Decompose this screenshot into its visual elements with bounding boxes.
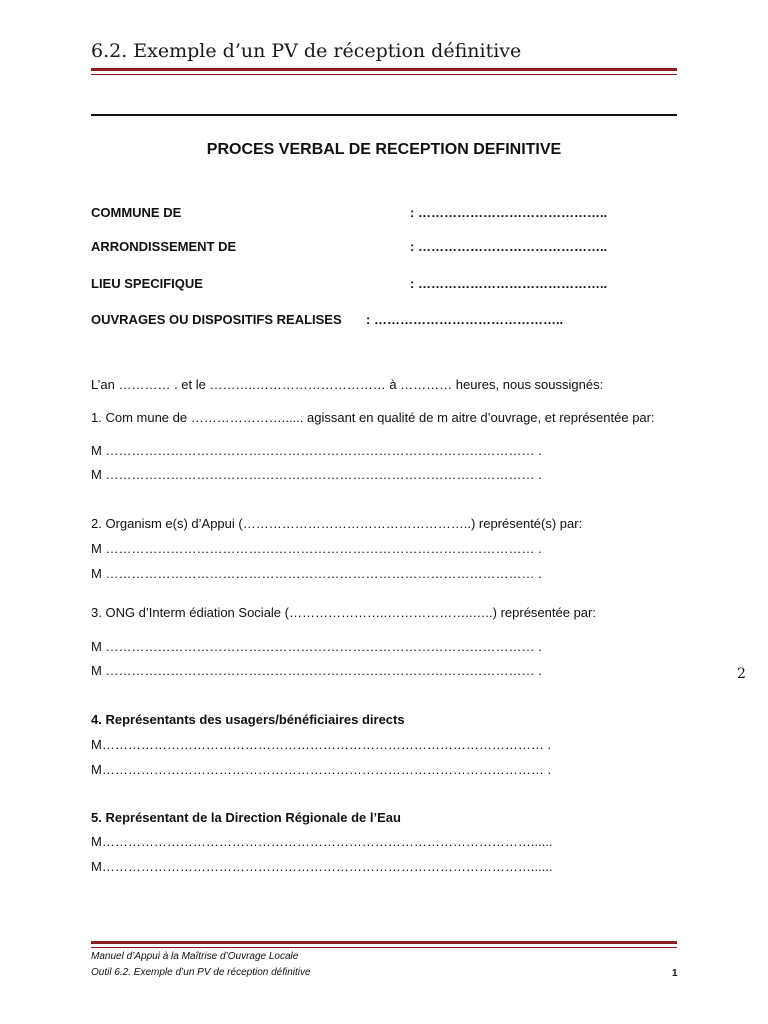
section-2-heading: 2. Organism e(s) d’Appui (……………………………………………..) représenté(s) par:: [91, 516, 583, 531]
signatory-line: M ……………………………………………………………………………………… .: [91, 443, 542, 458]
section-4-heading: 4. Représentants des usagers/bénéficiaires directs: [91, 712, 405, 727]
signatory-line: M………………………………………………………………………………………… .: [91, 762, 552, 777]
section-3-heading: 3. ONG d’Interm édiation Sociale (…………………..………………..…..) représentée par:: [91, 605, 596, 620]
section-1-heading: 1. Com mune de …………………...... agissant en qualité de m aitre d’ouvrage, et représentée par:: [91, 410, 655, 425]
field-value-commune: : ……………………………………..: [410, 205, 608, 220]
header-rule-thin: [91, 74, 677, 75]
footer-page-number: 1: [672, 968, 678, 979]
signatory-line: M………………………………………………………………………………………......: [91, 834, 553, 849]
footer-tool-title: Outil 6.2. Exemple d’un PV de réception définitive: [91, 967, 311, 978]
page-header-title: 6.2. Exemple d’un PV de réception définitive: [91, 40, 522, 62]
footer-manual-title: Manuel d’Appui à la Maîtrise d’Ouvrage Locale: [91, 951, 299, 962]
signatory-line: M ……………………………………………………………………………………… .: [91, 663, 542, 678]
signatory-line: M ……………………………………………………………………………………… .: [91, 639, 542, 654]
signatory-line: M ……………………………………………………………………………………… .: [91, 467, 542, 482]
intro-line: L’an ………… . et le ………..………………………… à ………… heures, nous soussignés:: [91, 377, 604, 392]
title-rule: [91, 114, 677, 116]
side-page-number: 2: [737, 666, 746, 682]
field-label-ouvrages: OUVRAGES OU DISPOSITIFS REALISES: [91, 312, 342, 327]
field-value-ouvrages: : ……………………………………..: [366, 312, 564, 327]
footer-rule-thin: [91, 947, 677, 948]
field-value-arrondissement: : ……………………………………..: [410, 239, 608, 254]
section-5-heading: 5. Représentant de la Direction Régionale de l’Eau: [91, 810, 401, 825]
field-label-lieu: LIEU SPECIFIQUE: [91, 276, 203, 291]
field-value-lieu: : ……………………………………..: [410, 276, 608, 291]
document-title: PROCES VERBAL DE RECEPTION DEFINITIVE: [206, 141, 562, 158]
field-label-commune: COMMUNE DE: [91, 205, 182, 220]
signatory-line: M………………………………………………………………………………………… .: [91, 737, 552, 752]
field-label-arrondissement: ARRONDISSEMENT DE: [91, 239, 237, 254]
signatory-line: M………………………………………………………………………………………......: [91, 859, 553, 874]
header-rule: [91, 68, 677, 71]
signatory-line: M ……………………………………………………………………………………… .: [91, 566, 542, 581]
footer-rule: [91, 941, 677, 944]
signatory-line: M ……………………………………………………………………………………… .: [91, 541, 542, 556]
